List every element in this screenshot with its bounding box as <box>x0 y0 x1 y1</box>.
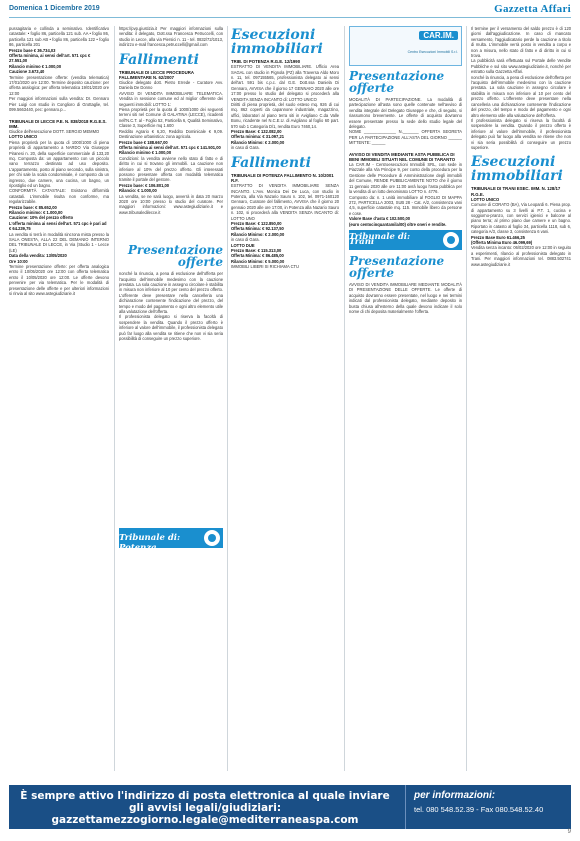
footer-banner <box>9 785 571 829</box>
masthead-logo: Gazzetta Affari <box>494 3 571 15</box>
offer-min: Offerta minima: € 31.097,21 <box>231 134 285 140</box>
footer-phone: tel. 080 548.52.39 - Fax 080.548.52.40 <box>414 805 544 814</box>
notice-text: ESTRATTO DI VENDITA IMMOBILIARE. Ufficio Area SAGAL con studio in Pignola (PZ) alla Traversa Aldo Moro n. 11, tel. 097155565, professionista delegato ai sensi dell'art. 591 bis c.p.c. dal G.E. Dott.ssa Daniela Di Gennaro, AVVISA che il giorno 17 GENNAIO 2020 alle ore 17:00 presso lo studio del delegato si procederà alla VENDITA SENZA INCANTO di: LOTTO UNICO <box>231 64 339 102</box>
price-base: Prezzo Base Euro 61.466,25 <box>471 234 525 240</box>
offer-min: Offerta minima, ai sensi dell'art. 571 cpc € 27.551,00 <box>9 53 91 64</box>
price-base: Prezzo base € 188.667,00 <box>119 139 168 145</box>
tribunale-banner <box>119 528 223 553</box>
tribunale-banner <box>349 230 462 252</box>
notice-text: Diritti di piena proprietà, del suolo esteso mq. 926 di cui mq. 862 coperti da capannone industriale, magazzino, uffici, laboratori al piano terra siti in Avigliano C.da Valle Bonu, ricadente nel N.C.E.U. di Avigliano al foglio 60 part. 570 sub 1 Categoria D/1, rendita Euro 7460,14. <box>231 102 339 129</box>
offer-min: Offerta Minima: € 92.137,50 <box>231 226 284 232</box>
notice-title: AVVISO DI VENDITA MEDIANTE ASTA PUBBLICA DI BENI IMMOBILI SITUATI NEL COMUNE DI TARANTO <box>349 151 456 162</box>
price-base: Prezzo base: € 106.801,00 <box>119 182 170 188</box>
page-number: 9 <box>567 829 571 835</box>
section-heading: Presentazione offerte <box>349 69 445 95</box>
notice-text: La vendita, se ne sarà luogo, avverrà in data 20 marzo 2020 ore 10:00 presso lo studio del curatore. Per maggiori informazioni: www.astegiudiziarie.it e www.tribunaledilecce.it <box>119 193 223 215</box>
notice-text: Piena proprietà per la quota di 1000/1000 di piena proprietà di appartamento a NARDO Via Giuseppe Piranesi n. 20, della superficie commerciale di 133,20 mq. Composta da: un appartamento con un piccolo vano terrazzo destinato ad uso deposito. L'appartamento, posto al piano secondo, sulla sinistra, per chi sale la scala condominiale, è composto da un ingresso, due camere, una cucina, un bagno, un ripostiglio ed un bagno. <box>9 139 109 188</box>
notice-text: Termine presentazione offerte: (vendita telematica) 17/01/2020 ore 12:00. Termine deposito cauzione: per offerta analogica: per offerta telematica 19/01/2020 ore 12:00 <box>9 74 109 96</box>
footer-info-label: per informazioni: <box>414 790 496 801</box>
price-base: Prezzo Base: € 115.313,00 <box>231 247 282 253</box>
rilancio-min: Rilancio Minimo: € 2.000,00 <box>231 231 285 237</box>
notice-text: nonché la rinuncia, a pena di esclusione dell'offerta per l'acquisto dell'immobile medesimo con la cauzione prestata. La sola cauzione in assegno circolare è stabilita in misura non inferiore al 10 per cento del prezzo offerto. L'offerente deve presentare nella cancelleria una dichiarazione contenente l'indicazione del prezzo, del tempo e modo del pagamento e ogni altro elemento utile alla valutazione dell'offerta. <box>119 271 223 315</box>
column-divider <box>227 26 228 771</box>
notice-title: TRIBUNALE DI TRANI ESEC. IMM. N. 128/17 R.G.E. <box>471 186 561 197</box>
tribunale-label: Tribunale di: Potenza <box>119 533 181 553</box>
notice-text: AVVISO DI VENDITA IMMOBILIARE MEDIANTE MODALITÀ DI PRESENTAZIONE DELLE OFFERTE. Le offerte di acquisto dovranno essere presentate, nel luogo e nei termini indicati dal professionista delegato, mediante deposito in busta chiusa all'esterno della quale devono indicare il solo nome di chi deposita materialmente l'offerta. <box>349 281 462 314</box>
notice-text: ESTRATTO DI VENDITA IMMOBILIARE SENZA INCANTO. L'Avv. Monica Dei De Luca, con studio in Potenza, alla Via Nazario Sauro n. 102, tel. 0971-160120 Gennaro, Curatore del fallimento, AVVISA che il giorno 20 gennaio 2020 alle ore 17:00, in Potenza alla Nazario Sauro n. 102, si procederà alla VENDITA SENZA INCANTO di: LOTTO UNO <box>231 183 339 221</box>
notice-title: TRIBUNALE DI LECCE PROCEDURA FALLIMENTARE N. 62/2007 <box>119 69 194 80</box>
sale-time: Ore 10:00 <box>9 258 28 264</box>
notice-title: TRIB. DI POTENZA R.G.E. 12/1990 <box>231 59 301 64</box>
offer-min: Offerta Minima: € 86.485,00 <box>231 253 284 259</box>
notice-text: Condizioni: la vendita avviene nello stato di fatto e di diritto in cui si trovano gli immobili. La cauzione non inferiore al 10% del prezzo offerto. Gli interessati possono presentare offerta con modalità telematica tramite il portale del gestore. <box>119 155 223 183</box>
price-base: Prezzo base: € 85.652,00 <box>9 204 57 210</box>
notice-text: Comune di CORATO (BA), Via Leopardi 6. Piena prop. di appartamento su 3 livelli ai P.T. 1, cucina e soggiorno-pranzo, con servizi igienici e balcone al piano terra; al primo piano due camere e un bagno. Riportato in catasto al foglio 34, particella 1118, sub 6, categoria A/3, classe 3, consistenza 6 vani. <box>471 202 571 235</box>
section-heading: Presentazione offerte <box>349 253 445 280</box>
footer-email-notice: È sempre attivo l'indirizzo di posta elettronica al quale inviare gli avvisi legali/giudiziari: gazzettamezzogiorno.legale@mediterraneaspa.com <box>20 790 390 826</box>
footer-contact <box>405 785 571 829</box>
rilancio-min: Rilancio Minimo: € 2.000,00 <box>231 139 285 145</box>
price-base: Prezzo base € 36.734,03 <box>9 47 56 53</box>
cauzione: Cauzione: 10% del prezzo offerto <box>9 215 74 221</box>
page-header <box>9 4 571 18</box>
notice-text: Composto da: n. 1 unità immobiliare al FOGLIO DI MAPPA 272, PARTICELLA 2003, SUB 28 - Cat. A/2, consistenza vani 4,5, superficie catastale mq. 115. Immobile libero da persone e cose. <box>349 194 462 216</box>
notice-text: La CAR.IM - Centroesecuzioni Immobili SRL, con sede in Piazzale alla Via Principe 9, per conto della procedura per la Gestione delle Procedure di Amministrazione degli immobili del Comune, RENDE PUBBLICAMENTE NOTO che il giorno 11 gennaio 2020 alle ore 11:00 avrà luogo l'asta pubblica per la vendita di un lotto denominato LOTTO n. 4776. <box>349 162 462 195</box>
notice-text: pussagitaria e collinda a seminativo. Identificativo catastale: • foglio 86, particella 121 sub. AA • foglio 86, particella 121 sub AB • foglio 86, particella 122 • foglio 86, particella 201 <box>9 26 109 48</box>
notice-text: Vendita senza incanto: 06/02/2020 ore 12:00 in seguito a esperimenti, rilancio al professionista delegato in Trani. Per maggiori informazioni tel. 0883.502741 www.astegiudiziarie.it <box>471 245 571 267</box>
header-date: Domenica 1 Dicembre 2019 <box>9 5 100 12</box>
seal-icon <box>443 232 459 248</box>
section-heading: Esecuzioni immobiliari <box>471 154 563 185</box>
column-divider <box>344 26 345 771</box>
notice-text: AVVISO DI VENDITA IMMOBILIARE TELEMATICA. Vendita in sessione comune ed al miglior offerente dei seguenti immobili: LOTTO 1: <box>119 90 223 107</box>
notice-text: La pubblicità sarà effettuata sul Portale delle Vendite Pubbliche e sul sito www.astegiudiziarie.it, nonché per estratto sulla Gazzetta Affari. <box>471 58 571 75</box>
section-heading: Fallimenti <box>119 51 199 68</box>
notice-title: TRIBUNALE DI LECCE P.E. N. 838/2018 R.G.E.S. IMM. <box>9 118 107 129</box>
offer-form: NOME ______________ N._______ OFFERTA SEGRETA PER LA PARTECIPAZIONE ALL'ASTA DEL GIORNO ______ MITTENTE: ______ <box>349 129 462 146</box>
cauzione: Cauzione 3.673,40 <box>9 69 45 75</box>
rilancio-min: Rilancio Minimo: € 5.000,00 <box>231 258 285 264</box>
notice-text: Piena proprietà per la quota di 1000/1000 dei seguenti terreni siti nel Comune di GALATINA (LECCE), ricadenti nell'N.C.T. al - Foglio 52, Particella 6, Qualità Seminativo, Classe 3, Superficie mq 1.600 <box>119 107 223 129</box>
sale-date: Data della vendita: 13/05/2020 <box>9 253 67 259</box>
rilancio-min: Rilancio minimo € 1.000,00 <box>9 63 62 69</box>
rilancio-min: Rilancio: € 1.000,00 <box>119 188 157 194</box>
notice-text: La vendita si terrà in modalità sincrona mista presso la SALA ONESTA, ALLA 22 DEL DEMANIO INTERNO DEL TRIBUNALE DI LECCE, in Via (Studio 1 - Lecce (LE) <box>9 231 109 253</box>
lotto-label: LOTTO UNICO <box>9 134 38 140</box>
rilancio-min: Rilancio minimo € 1.000,00 <box>119 150 172 156</box>
notice-text: in caso di Gara. <box>231 145 260 151</box>
notice-text: Giudice dell'esecuzione DOTT. SERGIO MEMMO <box>9 128 100 134</box>
notice-text: Il professionista delegato si riserva la facoltà di sospendere la vendita. Quando il prezzo offerto è inferiore al valore dell'immobile, il professionista delegato può far luogo alla vendita se ritiene che non vi sia seria possibilità di conseguire un prezzo superiore. <box>119 314 223 342</box>
notice-text: Per maggiori informazioni sulla vendita: Dr. Gennaro Pier Luigi con studio in Conglioro di Grottaglie, tel. 099.5663440, pec: gennaro.p... <box>9 96 109 113</box>
column-2 <box>119 26 223 771</box>
car-im-ad <box>349 26 462 68</box>
rilancio-min: Rilancio minimo: € 1.000,00 <box>9 210 63 215</box>
notice-text: https://pvp.giustizia.it Per maggiori informazioni sulla vendita: il delegato, Dott.ssa Francesca Petruccelli, con studio in Lecce, alla via Piersici n. 11 - tel. 0832/72/1013, indirizzo e-mail francesca.petruccelli@gmail.com <box>119 26 223 48</box>
notice-text: in caso di Gara. <box>231 237 260 243</box>
offer-min: Offerta minima ai sensi dell'art. 571 cpc € 141.501,00 <box>119 144 221 150</box>
notice-text: Termine presentazione offerte: per offerta analogica entro il 10/05/2020 ore 12:00 con offerta telematica entro il 10/05/2020 ore 12:00. Le offerte devono pervenire per via telematica. Per le modalità di presentazione delle offerte e per ulteriori informazioni si rinvia al sito www.astegiudiziarie.it <box>9 264 109 297</box>
column-3 <box>231 26 339 771</box>
notice-text: Giudice delegato dott. Pietro Errede - Curatore Avv. Daniela De Donno <box>119 80 223 91</box>
notice-title: TRIBUNALE DI POTENZA FALLIMENTO N. 10/2001 R.F. <box>231 172 334 183</box>
notice-text: IMMOBILI LIBERI SI RICHIAMA CTU <box>231 264 300 270</box>
notice-text: MODALITÀ DI PARTECIPAZIONE. La modalità di partecipazione all'asta sono quelle contenute nell'avviso di vendita integrale del Delegato Giuseppe e che, di seguito, si riassumono brevemente. Le offerte di acquisto dovranno essere presentate presso la sede dello studio legale del delegato. <box>349 97 462 130</box>
notice-text: Reddito Agrario € 6,20, Reddito Dominicale € 9,09. Destinazione urbanistica: zona agricola. <box>119 128 223 140</box>
column-1 <box>9 26 109 771</box>
column-5 <box>471 26 571 771</box>
notice-text: Il professionista delegato si riserva la facoltà di sospendere la vendita. Quando il prezzo offerto è inferiore al valore dell'immobile, il professionista delegato può far luogo alla vendita se ritiene che non vi sia seria possibilità di conseguire un prezzo superiore. <box>471 117 571 150</box>
price-base: Prezzo Base: € 122.850,00 <box>231 220 282 226</box>
notice-text: Il termine per il versamento del saldo prezzo è di 120 giorni dall'aggiudicazione. In caso di mancato versamento, l'aggiudicatario perde la cauzione a titolo di multa. L'immobile verrà posto in vendita a corpo e non a misura, nello stato di fatto e di diritto in cui si trova. <box>471 26 571 59</box>
notice-text: CONFORMITÀ CATASTALE: Esistono difformità catastali. L'immobile risulta non conforme, ma regolarizzabile. <box>9 188 109 205</box>
lotto-label: LOTTO DUE <box>231 242 255 248</box>
offer-min: L'offerta minima ai sensi dell'art. 571 cpc è pari ad € 64.239,75 <box>9 220 107 232</box>
car-im-logo: CAR.IM. <box>419 31 458 40</box>
column-divider <box>114 26 115 771</box>
price-base: Prezzo Base: € 132.082,00 <box>231 129 282 135</box>
tribunale-label: Tribunale di: Trani <box>349 231 411 248</box>
car-im-subtitle: Centro Esecuzioni Immobili S.r.l. <box>407 50 458 54</box>
section-heading: Presentazione offerte <box>127 243 223 270</box>
column-4 <box>349 26 462 771</box>
section-heading: Esecuzioni immobiliari <box>231 27 323 57</box>
column-divider <box>466 26 467 771</box>
lotto-label: LOTTO UNICO <box>471 196 500 202</box>
seal-icon <box>204 530 220 546</box>
offer-min: (Offerta Minima Euro 46.099,69) <box>471 240 533 245</box>
notice-text: (euro centocinquantamila/00) oltre oneri e rendite. <box>349 221 447 227</box>
section-heading: Fallimenti <box>231 154 311 171</box>
notice-text: nonché la rinuncia, a pena di esclusione dell'offerta per l'acquisto dell'immobile medesimo con la cauzione prestata. La sola cauzione in assegno circolare è stabilita in misura non inferiore al 10 per cento del prezzo offerto. L'offerente deve presentare nella cancelleria una dichiarazione contenente l'indicazione del prezzo, del tempo e modo del pagamento e ogni altro elemento utile alla valutazione dell'offerta. <box>471 74 571 118</box>
price-base: Valore Base d'asta € 102.500,00 <box>349 216 411 222</box>
